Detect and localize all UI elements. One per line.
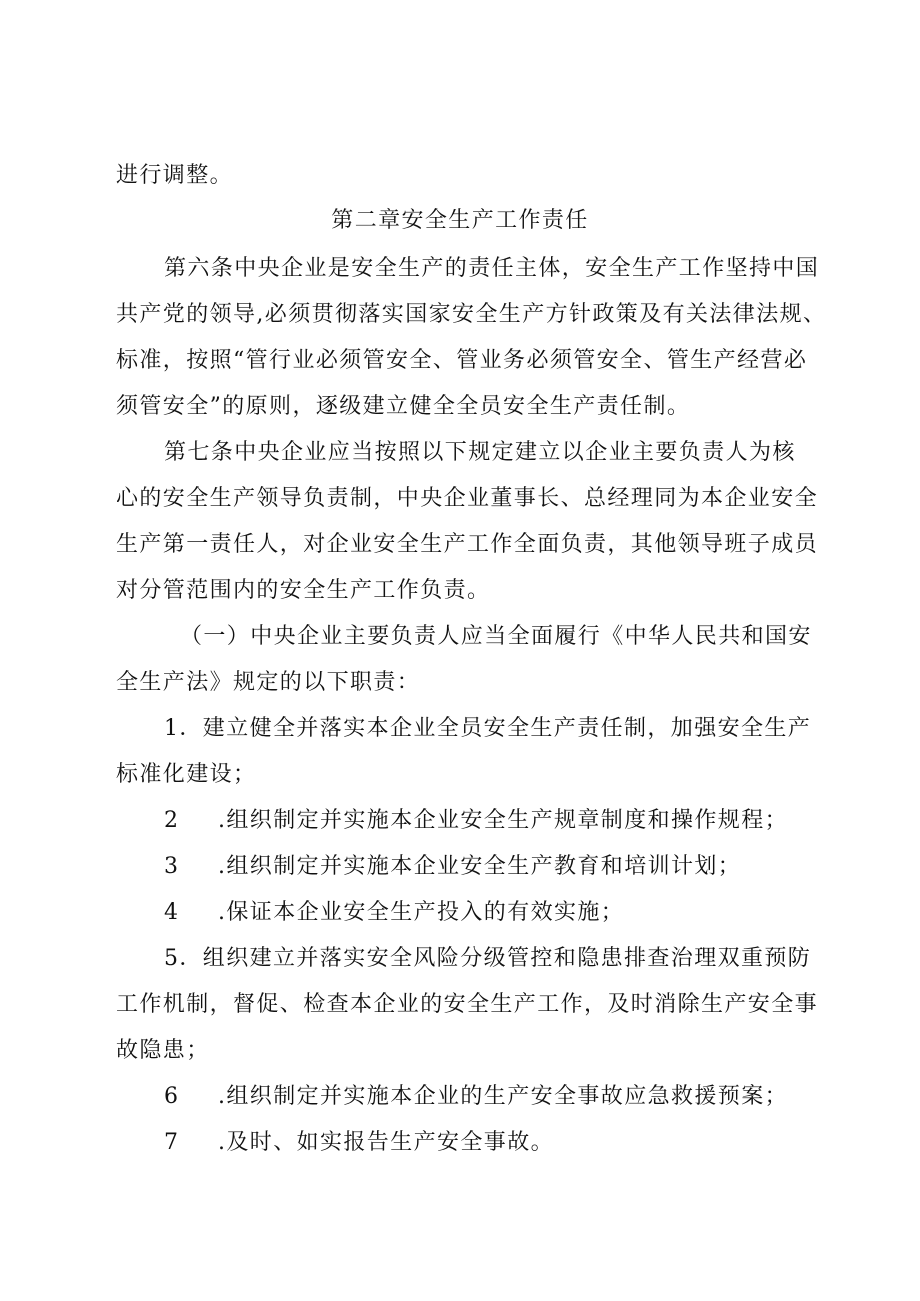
item-number: 6 — [164, 1084, 180, 1109]
text-line: 全生产法》规定的以下职责： — [116, 670, 421, 695]
list-item — [164, 898, 816, 928]
text-line: 第六条中央企业是安全生产的责任主体，安全生产工作坚持中国 — [164, 256, 820, 281]
item-text: .及时、如实报告生产安全事故。 — [218, 1130, 554, 1155]
text-line: 心的安全生产领导负责制，中央企业董事长、总经理同为本企业安全 — [116, 486, 819, 511]
text-line: 对分管范围内的安全生产工作负责。 — [116, 578, 491, 603]
text-line: 生产第一责任人，对企业安全生产工作全面负责，其他领导班子成员 — [116, 532, 819, 557]
item-text: .保证本企业安全生产投入的有效实施； — [218, 900, 625, 925]
item-text: .组织制定并实施本企业安全生产规章制度和操作规程； — [218, 808, 788, 833]
text-line: 共产党的领导,必须贯彻落实国家安全生产方针政策及有关法律法规、 — [116, 302, 827, 327]
text-line: 5．组织建立并落实安全风险分级管控和隐患排查治理双重预防 — [164, 946, 812, 971]
list-item — [164, 1128, 816, 1158]
text-line: 工作机制，督促、检查本企业的安全生产工作，及时消除生产安全事 — [116, 992, 819, 1017]
text-line: 1．建立健全并落实本企业全员安全生产责任制，加强安全生产 — [164, 716, 812, 741]
item-text: .组织制定并实施本企业的生产安全事故应急救援预案； — [218, 1084, 788, 1109]
list-item — [164, 1082, 816, 1112]
text-line: （一）中央企业主要负责人应当全面履行《中华人民共和国安 — [180, 624, 812, 649]
list-item — [164, 852, 816, 882]
text-line: 标准化建设； — [116, 762, 257, 787]
text-line: 故隐患； — [116, 1038, 210, 1063]
text-line: 须管安全”的原则，逐级建立健全全员安全生产责任制。 — [116, 394, 691, 419]
text-line: 第七条中央企业应当按照以下规定建立以企业主要负责人为核 — [164, 440, 796, 465]
chapter-title: 第二章安全生产工作责任 — [331, 208, 589, 233]
list-item — [164, 806, 816, 836]
text-line: 进行调整。 — [116, 163, 234, 188]
item-number: 7 — [164, 1130, 180, 1155]
item-number: 3 — [164, 854, 180, 879]
text-line: 标准，按照“管行业必须管安全、管业务必须管安全、管生产经营必 — [116, 348, 808, 373]
item-number: 4 — [164, 900, 180, 925]
item-text: .组织制定并实施本企业安全生产教育和培训计划； — [218, 854, 742, 879]
item-number: 2 — [164, 808, 180, 833]
